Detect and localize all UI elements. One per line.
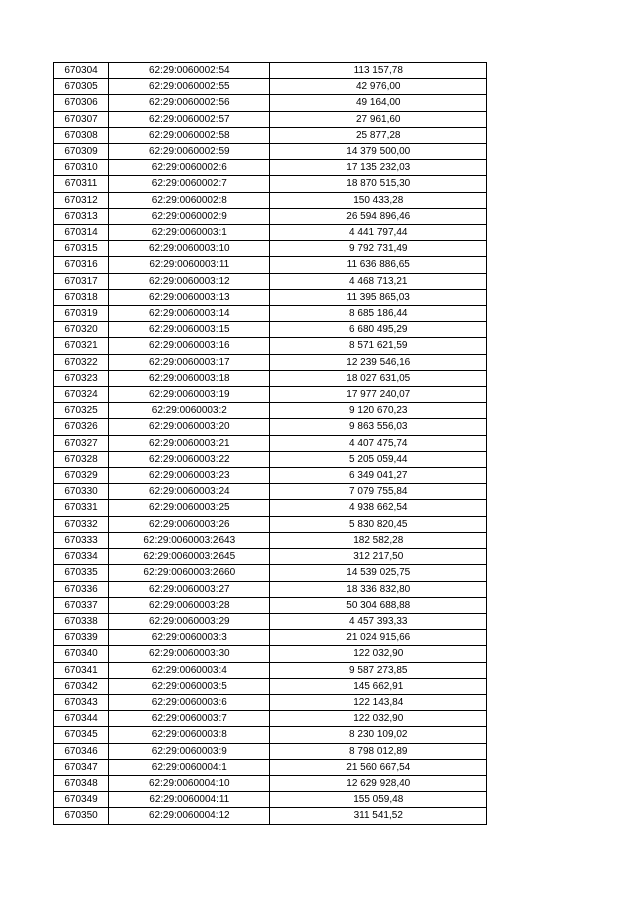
table-row (54, 111, 487, 127)
cadastral-number-cell: 62:29:0060003:29 (109, 613, 270, 629)
cadastral-number-cell: 62:29:0060003:21 (109, 435, 270, 451)
table-row (54, 289, 487, 305)
cadastral-value-cell: 150 433,28 (270, 192, 487, 208)
row-number-cell: 670349 (54, 792, 109, 808)
cadastral-value-cell: 21 024 915,66 (270, 630, 487, 646)
row-number-cell: 670305 (54, 79, 109, 95)
cadastral-number-cell: 62:29:0060003:4 (109, 662, 270, 678)
row-number-cell: 670329 (54, 468, 109, 484)
table-row (54, 127, 487, 143)
cadastral-number-cell: 62:29:0060003:2645 (109, 549, 270, 565)
cadastral-number-cell: 62:29:0060003:23 (109, 468, 270, 484)
cadastral-value-cell: 4 938 662,54 (270, 500, 487, 516)
table-row (54, 613, 487, 629)
cadastral-number-cell: 62:29:0060003:9 (109, 743, 270, 759)
cadastral-value-cell: 311 541,52 (270, 808, 487, 824)
cadastral-number-cell: 62:29:0060002:7 (109, 176, 270, 192)
table-row (54, 306, 487, 322)
cadastral-value-cell: 113 157,78 (270, 63, 487, 79)
cadastral-number-cell: 62:29:0060003:26 (109, 516, 270, 532)
cadastral-value-cell: 11 636 886,65 (270, 257, 487, 273)
table-row (54, 144, 487, 160)
table-row (54, 532, 487, 548)
cadastral-value-cell: 42 976,00 (270, 79, 487, 95)
cadastral-value-cell: 8 571 621,59 (270, 338, 487, 354)
row-number-cell: 670337 (54, 597, 109, 613)
row-number-cell: 670306 (54, 95, 109, 111)
cadastral-number-cell: 62:29:0060003:1 (109, 225, 270, 241)
cadastral-value-cell: 4 457 393,33 (270, 613, 487, 629)
row-number-cell: 670319 (54, 306, 109, 322)
cadastral-number-cell: 62:29:0060003:15 (109, 322, 270, 338)
table-row (54, 338, 487, 354)
row-number-cell: 670308 (54, 127, 109, 143)
cadastral-value-cell: 122 032,90 (270, 646, 487, 662)
cadastral-number-cell: 62:29:0060003:2643 (109, 532, 270, 548)
cadastral-value-cell: 8 798 012,89 (270, 743, 487, 759)
cadastral-number-cell: 62:29:0060003:10 (109, 241, 270, 257)
table-row (54, 808, 487, 824)
table-row (54, 451, 487, 467)
table-row (54, 370, 487, 386)
table-row (54, 225, 487, 241)
row-number-cell: 670331 (54, 500, 109, 516)
cadastral-value-cell: 21 560 667,54 (270, 759, 487, 775)
table-row (54, 192, 487, 208)
row-number-cell: 670323 (54, 370, 109, 386)
table-row (54, 79, 487, 95)
cadastral-value-cell: 5 205 059,44 (270, 451, 487, 467)
table-row (54, 257, 487, 273)
table-row (54, 176, 487, 192)
table-row (54, 711, 487, 727)
cadastral-number-cell: 62:29:0060002:6 (109, 160, 270, 176)
table-row (54, 241, 487, 257)
cadastral-value-cell: 8 230 109,02 (270, 727, 487, 743)
table-row (54, 484, 487, 500)
table-row (54, 516, 487, 532)
cadastral-value-cell: 18 336 832,80 (270, 581, 487, 597)
cadastral-value-cell: 27 961,60 (270, 111, 487, 127)
row-number-cell: 670325 (54, 403, 109, 419)
cadastral-value-cell: 9 792 731,49 (270, 241, 487, 257)
cadastral-value-cell: 14 379 500,00 (270, 144, 487, 160)
cadastral-value-cell: 145 662,91 (270, 678, 487, 694)
table-row (54, 208, 487, 224)
cadastral-number-cell: 62:29:0060002:9 (109, 208, 270, 224)
cadastral-number-cell: 62:29:0060004:10 (109, 775, 270, 791)
row-number-cell: 670307 (54, 111, 109, 127)
table-row (54, 160, 487, 176)
cadastral-number-cell: 62:29:0060003:3 (109, 630, 270, 646)
row-number-cell: 670332 (54, 516, 109, 532)
row-number-cell: 670341 (54, 662, 109, 678)
cadastral-number-cell: 62:29:0060002:58 (109, 127, 270, 143)
row-number-cell: 670314 (54, 225, 109, 241)
row-number-cell: 670334 (54, 549, 109, 565)
cadastral-number-cell: 62:29:0060003:8 (109, 727, 270, 743)
cadastral-value-cell: 50 304 688,88 (270, 597, 487, 613)
cadastral-value-cell: 312 217,50 (270, 549, 487, 565)
cadastral-value-table (53, 62, 487, 825)
row-number-cell: 670344 (54, 711, 109, 727)
table-row (54, 630, 487, 646)
cadastral-value-cell: 6 680 495,29 (270, 322, 487, 338)
table-row (54, 565, 487, 581)
row-number-cell: 670348 (54, 775, 109, 791)
table-row (54, 694, 487, 710)
cadastral-value-cell: 49 164,00 (270, 95, 487, 111)
cadastral-value-cell: 25 877,28 (270, 127, 487, 143)
cadastral-number-cell: 62:29:0060003:11 (109, 257, 270, 273)
cadastral-value-cell: 12 629 928,40 (270, 775, 487, 791)
table-row (54, 273, 487, 289)
row-number-cell: 670339 (54, 630, 109, 646)
cadastral-number-cell: 62:29:0060003:5 (109, 678, 270, 694)
table-row (54, 500, 487, 516)
cadastral-value-cell: 9 587 273,85 (270, 662, 487, 678)
cadastral-value-cell: 4 407 475,74 (270, 435, 487, 451)
row-number-cell: 670338 (54, 613, 109, 629)
row-number-cell: 670309 (54, 144, 109, 160)
cadastral-number-cell: 62:29:0060002:56 (109, 95, 270, 111)
row-number-cell: 670333 (54, 532, 109, 548)
row-number-cell: 670326 (54, 419, 109, 435)
cadastral-value-cell: 26 594 896,46 (270, 208, 487, 224)
table-row (54, 354, 487, 370)
table-row (54, 419, 487, 435)
cadastral-number-cell: 62:29:0060003:28 (109, 597, 270, 613)
cadastral-number-cell: 62:29:0060004:12 (109, 808, 270, 824)
table-row (54, 646, 487, 662)
cadastral-value-cell: 18 027 631,05 (270, 370, 487, 386)
cadastral-value-cell: 8 685 186,44 (270, 306, 487, 322)
cadastral-value-cell: 4 468 713,21 (270, 273, 487, 289)
cadastral-number-cell: 62:29:0060003:7 (109, 711, 270, 727)
table-row (54, 322, 487, 338)
cadastral-number-cell: 62:29:0060004:1 (109, 759, 270, 775)
cadastral-number-cell: 62:29:0060002:57 (109, 111, 270, 127)
table-row (54, 403, 487, 419)
cadastral-number-cell: 62:29:0060003:20 (109, 419, 270, 435)
cadastral-number-cell: 62:29:0060003:17 (109, 354, 270, 370)
cadastral-number-cell: 62:29:0060002:59 (109, 144, 270, 160)
row-number-cell: 670324 (54, 387, 109, 403)
row-number-cell: 670320 (54, 322, 109, 338)
row-number-cell: 670322 (54, 354, 109, 370)
row-number-cell: 670330 (54, 484, 109, 500)
cadastral-number-cell: 62:29:0060003:18 (109, 370, 270, 386)
cadastral-value-cell: 4 441 797,44 (270, 225, 487, 241)
row-number-cell: 670327 (54, 435, 109, 451)
cadastral-value-cell: 9 120 670,23 (270, 403, 487, 419)
row-number-cell: 670328 (54, 451, 109, 467)
row-number-cell: 670315 (54, 241, 109, 257)
row-number-cell: 670340 (54, 646, 109, 662)
row-number-cell: 670336 (54, 581, 109, 597)
table-row (54, 597, 487, 613)
row-number-cell: 670316 (54, 257, 109, 273)
cadastral-value-cell: 6 349 041,27 (270, 468, 487, 484)
row-number-cell: 670317 (54, 273, 109, 289)
cadastral-number-cell: 62:29:0060003:16 (109, 338, 270, 354)
cadastral-number-cell: 62:29:0060003:6 (109, 694, 270, 710)
cadastral-number-cell: 62:29:0060003:12 (109, 273, 270, 289)
row-number-cell: 670310 (54, 160, 109, 176)
row-number-cell: 670345 (54, 727, 109, 743)
row-number-cell: 670311 (54, 176, 109, 192)
row-number-cell: 670343 (54, 694, 109, 710)
cadastral-number-cell: 62:29:0060002:55 (109, 79, 270, 95)
cadastral-number-cell: 62:29:0060003:25 (109, 500, 270, 516)
table-row (54, 387, 487, 403)
table-row (54, 759, 487, 775)
row-number-cell: 670304 (54, 63, 109, 79)
cadastral-number-cell: 62:29:0060002:54 (109, 63, 270, 79)
cadastral-number-cell: 62:29:0060003:27 (109, 581, 270, 597)
table-body (54, 63, 487, 825)
cadastral-number-cell: 62:29:0060004:11 (109, 792, 270, 808)
table-row (54, 727, 487, 743)
table-row (54, 435, 487, 451)
cadastral-value-cell: 17 977 240,07 (270, 387, 487, 403)
cadastral-value-cell: 18 870 515,30 (270, 176, 487, 192)
row-number-cell: 670313 (54, 208, 109, 224)
cadastral-value-cell: 5 830 820,45 (270, 516, 487, 532)
row-number-cell: 670342 (54, 678, 109, 694)
table-row (54, 581, 487, 597)
cadastral-value-cell: 122 143,84 (270, 694, 487, 710)
table-row (54, 792, 487, 808)
row-number-cell: 670312 (54, 192, 109, 208)
table-row (54, 775, 487, 791)
table-row (54, 662, 487, 678)
row-number-cell: 670321 (54, 338, 109, 354)
cadastral-value-cell: 17 135 232,03 (270, 160, 487, 176)
table-row (54, 549, 487, 565)
cadastral-number-cell: 62:29:0060003:2660 (109, 565, 270, 581)
cadastral-value-cell: 155 059,48 (270, 792, 487, 808)
row-number-cell: 670350 (54, 808, 109, 824)
cadastral-number-cell: 62:29:0060003:30 (109, 646, 270, 662)
table-row (54, 743, 487, 759)
cadastral-number-cell: 62:29:0060003:13 (109, 289, 270, 305)
cadastral-number-cell: 62:29:0060003:22 (109, 451, 270, 467)
cadastral-value-cell: 11 395 865,03 (270, 289, 487, 305)
row-number-cell: 670347 (54, 759, 109, 775)
row-number-cell: 670335 (54, 565, 109, 581)
cadastral-number-cell: 62:29:0060003:24 (109, 484, 270, 500)
row-number-cell: 670346 (54, 743, 109, 759)
cadastral-value-cell: 182 582,28 (270, 532, 487, 548)
cadastral-number-cell: 62:29:0060003:14 (109, 306, 270, 322)
cadastral-number-cell: 62:29:0060002:8 (109, 192, 270, 208)
cadastral-value-cell: 14 539 025,75 (270, 565, 487, 581)
cadastral-number-cell: 62:29:0060003:2 (109, 403, 270, 419)
table-row (54, 95, 487, 111)
row-number-cell: 670318 (54, 289, 109, 305)
cadastral-value-cell: 122 032,90 (270, 711, 487, 727)
cadastral-value-cell: 12 239 546,16 (270, 354, 487, 370)
cadastral-number-cell: 62:29:0060003:19 (109, 387, 270, 403)
cadastral-value-cell: 7 079 755,84 (270, 484, 487, 500)
table-row (54, 468, 487, 484)
cadastral-value-cell: 9 863 556,03 (270, 419, 487, 435)
table-row (54, 678, 487, 694)
table-row (54, 63, 487, 79)
